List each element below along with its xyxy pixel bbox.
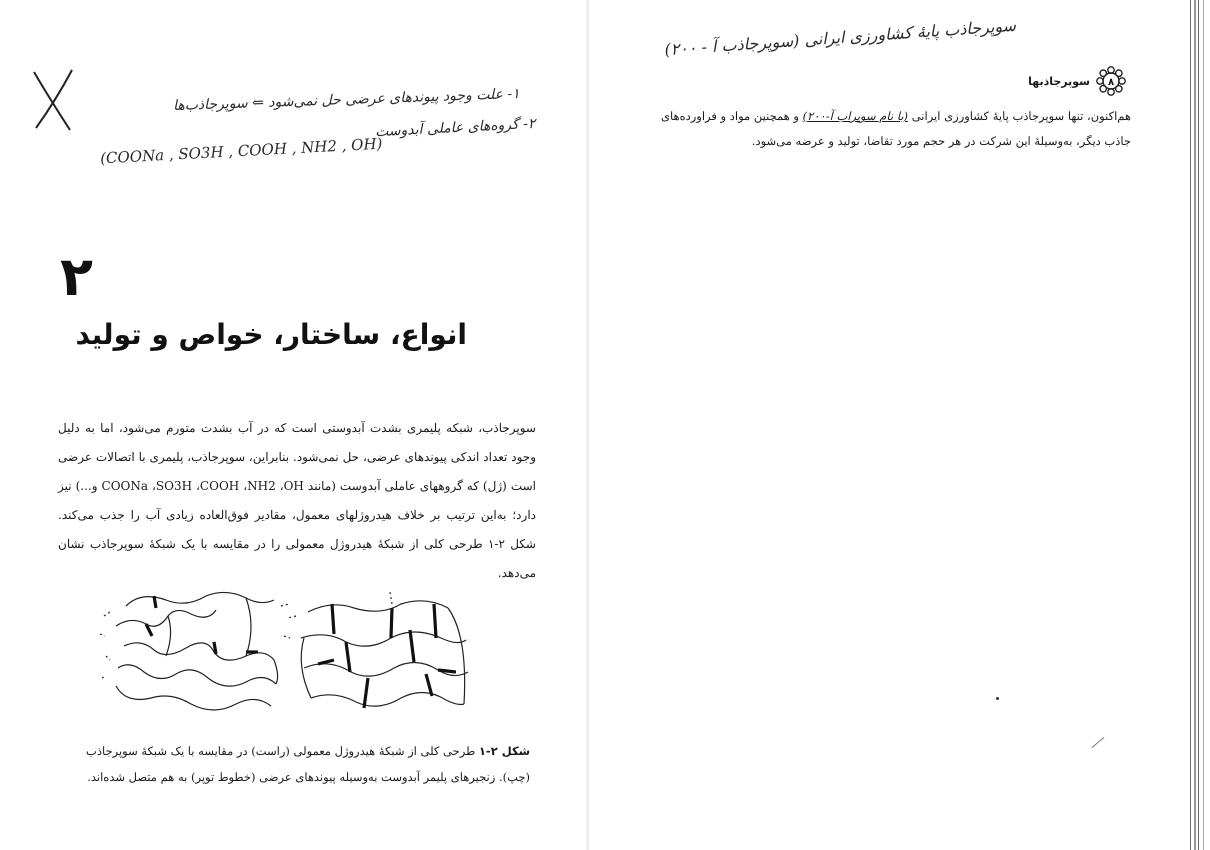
- right-paragraph-start: هم‌اکنون، تنها سوپرجاذب پایهٔ کشاورزی ایرانی: [908, 109, 1131, 123]
- page-edge-lines: [1186, 0, 1210, 850]
- page-number-ornament-icon: [1096, 66, 1126, 96]
- chapter-number: ۲: [60, 245, 93, 308]
- handwritten-x-mark: [28, 66, 78, 136]
- handwritten-note-formula: (COONa , SO3H , COOH , NH2 , OH): [99, 134, 383, 168]
- right-paragraph-end: و همچنین مواد و فراورده‌های جاذب دیگر، به‌وسیلهٔ این شرکت در هر حجم مورد تقاضا، تولید و عرضه می‌شود.: [661, 109, 1131, 148]
- figure-caption-label: شکل ۲-۱: [478, 744, 530, 758]
- stray-mark: [996, 697, 999, 700]
- running-title: سوپرجاذبها: [1028, 74, 1090, 88]
- right-paragraph-handwritten: (با نام سوپراب آ-۲۰۰): [802, 109, 909, 123]
- figure-caption-text: طرحی کلی از شبکهٔ هیدروژل معمولی (راست) در مقایسه با یک شبکهٔ سوپرجاذب (چپ). زنجیرهای پلیمر آبدوست به‌وسیله پیوندهای عرضی (خطوط توپر) به هم متصل شده‌اند.: [86, 744, 530, 784]
- page-number: ۸: [1107, 77, 1115, 88]
- superabsorbent-network-drawing: [100, 592, 290, 710]
- chapter-title: انواع، ساختار، خواص و تولید: [75, 318, 467, 351]
- running-header: [1028, 66, 1126, 96]
- hydrogel-network-drawing: [288, 592, 468, 706]
- right-paragraph: [661, 104, 1131, 154]
- figure-caption: [78, 738, 530, 790]
- right-page: [591, 0, 1186, 850]
- handwritten-note-line1: ۱- علت وجود پیوندهای عرضی حل نمی‌شود ⇐ سوپرجاذب‌ها: [173, 85, 521, 115]
- left-page: [0, 0, 585, 850]
- handwritten-note-line2: ۲- گروه‌های عاملی آبدوست: [374, 115, 536, 141]
- superabsorbent-crosslinks: [146, 596, 258, 654]
- body-paragraph: سوپرجاذب، شبکه پلیمری بشدت آبدوستی است که در آب بشدت متورم می‌شود، اما به دلیل وجود تعداد اندکی پیوندهای عرضی، حل نمی‌شود. بنابراین، سوپرجاذب، پلیمری با اتصالات عرضی است (ژل) که گروههای عاملی آبدوست (مانند COONa ،SO3H ،COOH ،NH2 ،OH و...) نیز دارد؛ به‌این ترتیب بر خلاف هیدروژلهای معمول، مقادیر فوق‌العاده زیادی آب را جذب می‌کند. شکل ۲-۱ طرحی کلی از شبکهٔ هیدروژل معمولی را در مقایسه با یک شبکهٔ سوپرجاذب نشان می‌دهد.: [58, 421, 536, 580]
- hydrogel-crosslinks: [318, 604, 456, 708]
- handwritten-top-note: سوپرجاذب پایهٔ کشاورزی ایرانی (سوپرجاذب آ - ۲۰۰): [663, 15, 1017, 60]
- hydrogel-network-figure: [96, 586, 492, 728]
